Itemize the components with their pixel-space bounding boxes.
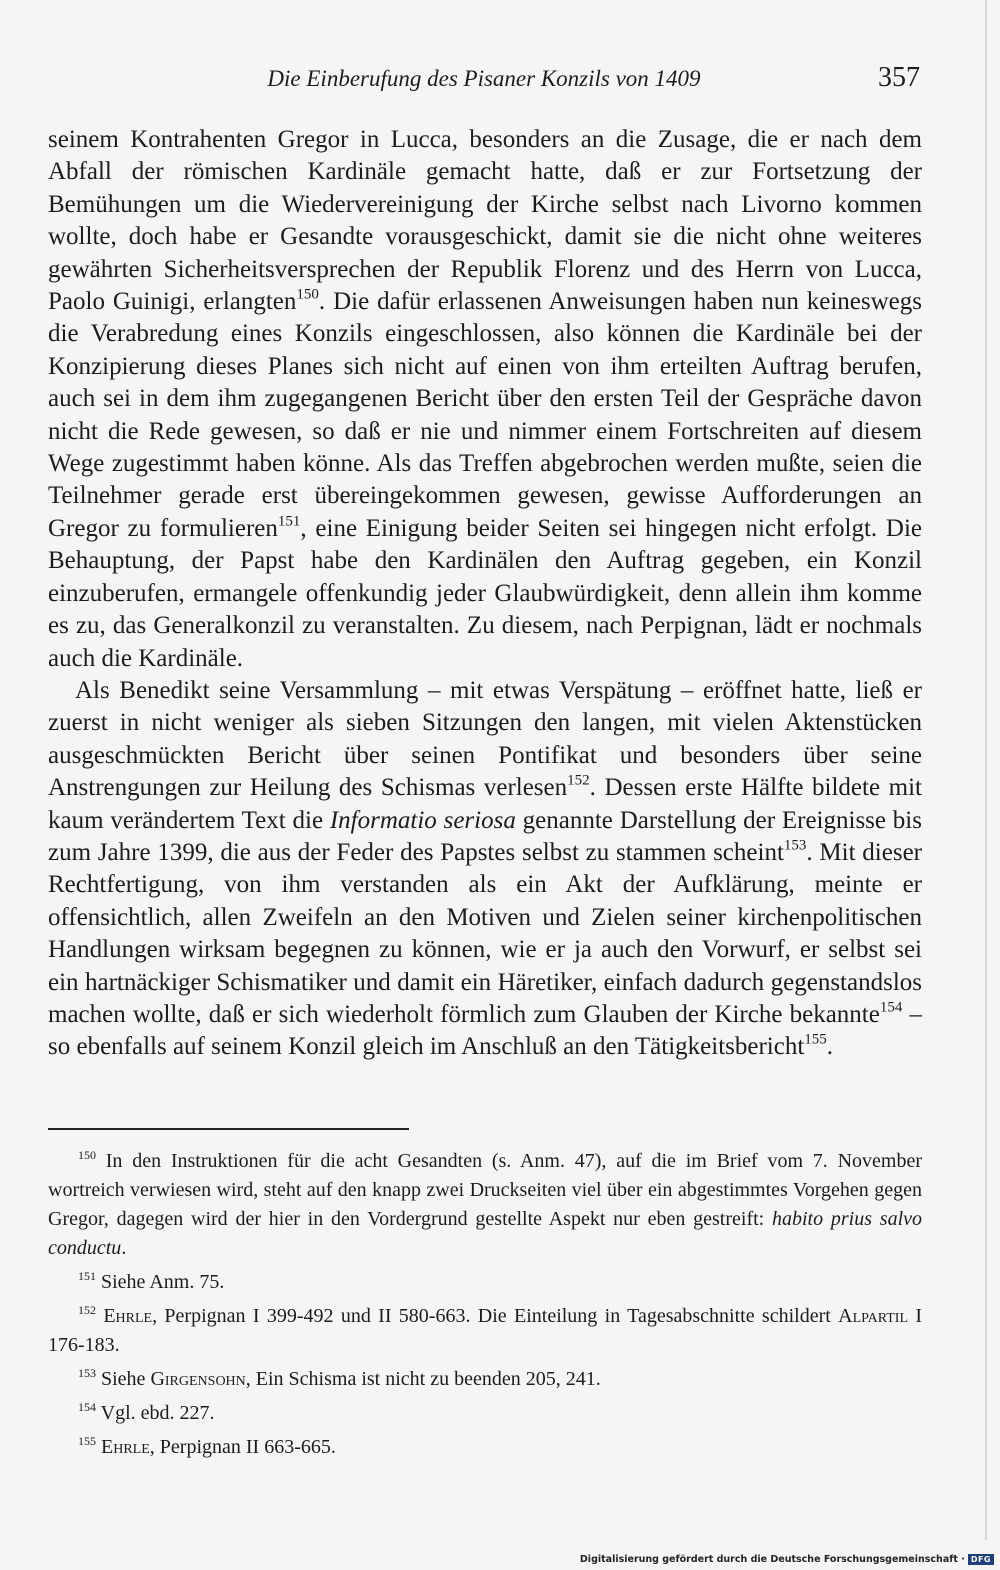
- footnote-text: Vgl. ebd. 227.: [96, 1402, 215, 1424]
- footnote-153: $^{153}$ Siehe Girgensohn, Ein Schisma ist nicht zu beenden 205, 241.: [78, 1365, 601, 1390]
- footnote-150: $^{150}$ In den Instruktionen für die acht Gesandten (s. Anm. 47), auf die im Brief vom 7. November wortreich verwiesen wird, steht auf den knapp zwei Druckseiten viel über ein abgestimmtes Vorgehen gegen Gregor, dagegen wird der hier in den Vordergrund gestellte Aspekt nur eben gestreift: habito prius salvo conductu.: [48, 1147, 923, 1259]
- funding-banner: [580, 1551, 994, 1567]
- text-span: . Dessen erste Hälfte bildete mit kaum verändertem Text die: [48, 774, 922, 834]
- author-name: Girgensohn: [150, 1368, 246, 1390]
- footnote-end: .: [121, 1237, 127, 1259]
- footnote-ref-150[interactable]: 150: [296, 286, 319, 303]
- footnote-155: $^{155}$ Ehrle, Perpignan II 663-665.: [78, 1433, 336, 1458]
- footnote-text: , Perpignan I 399-492 und II 580-663. Die Einteilung in Tagesabschnitte schildert: [152, 1305, 839, 1327]
- footnote-text: In den Instruktionen für die acht Gesandten (s. Anm. 47), auf die im Brief vom 7. November wortreich verwiesen wird, steht auf den knapp zwei Druckseiten viel über ein abgestimmtes Vorgehen gegen Gregor, dagegen wird der hier in den Vordergrund gestellte Aspekt nur eben gestreift:: [48, 1150, 922, 1230]
- main-text: [48, 124, 922, 1064]
- footnote-ref-153[interactable]: 153: [783, 837, 807, 854]
- text-span: . Mit dieser Rechtfertigung, von ihm verstanden als ein Akt der Aufklärung, meinte er offensichtlich, allen Zweifeln an den Motiven und Zielen seiner kirchenpolitischen Handlungen wirksam begegnen zu können, wie er ja auch den Vorwurf, er selbst sei ein hartnäckiger Schismatiker und damit ein Häretiker, einfach dadurch gegenstandslos machen wollte, daß er sich wiederholt förmlich zum Glauben der Kirche bekannte: [48, 838, 922, 1028]
- text-span: .: [826, 1033, 834, 1061]
- footnotes: [48, 1147, 922, 1467]
- running-header: [48, 62, 920, 98]
- text-span: – so ebenfalls auf seinem Konzil gleich im Anschluß an den Tätigkeitsbericht: [48, 1000, 922, 1061]
- text-span: , eine Einigung beider Seiten sei hingegen nicht erfolgt. Die Behauptung, der Papst habe den Kardinälen den Auftrag gegeben, ein Konzil einzuberufen, ermangele offenkundig jeder Glaubwürdigkeit, denn allein ihm komme es zu, das Generalkonzil zu veranstalten. Zu diesem, nach Perpignan, lädt er nochmals auch die Kardinäle.: [48, 514, 923, 672]
- footnote-text: Siehe: [96, 1368, 151, 1390]
- footnote-ref-154[interactable]: 154: [879, 999, 903, 1016]
- footnote-154: $^{154}$ Vgl. ebd. 227.: [78, 1399, 215, 1424]
- paragraph-1: [48, 124, 922, 675]
- footnote-151: $^{151}$ Siehe Anm. 75.: [78, 1268, 225, 1293]
- text-span: seinem Kontrahenten Gregor in Lucca, besonders an die Zusage, die er nach dem Abfall der römischen Kardinäle gemacht hatte, daß er zur Fortsetzung der Bemühungen um die Wiedervereinigung der Kirche selbst nach Livorno kommen wollte, doch habe er Gesandte vorausgeschickt, damit sie die nicht ohne weiteres gewährten Sicherheitsversprechen der Republik Florenz und des Herrn von Lucca, Paolo Guinigi, erlangten: [48, 126, 922, 316]
- author-name: Ehrle: [101, 1436, 150, 1458]
- footnote-text: , Perpignan II 663-665.: [149, 1436, 336, 1458]
- author-name: Ehrle: [103, 1305, 153, 1327]
- page-edge-line: [985, 0, 987, 1540]
- text-span: Als Benedikt seine Versammlung – mit etwas Verspätung – eröffnet hatte, ließ er zuerst in nicht weniger als sieben Sitzungen den langen, mit vielen Aktenstücken ausgeschmückten Bericht über seinen Pontifikat und besonders über seine Anstrengungen zur Heilung des Schismas verlesen: [48, 676, 922, 802]
- footnote-text: Siehe Anm. 75.: [96, 1271, 225, 1293]
- footnote-text: , Ein Schisma ist nicht zu beenden 205, 241.: [245, 1368, 601, 1390]
- italic-title: Informatio seriosa: [329, 806, 516, 834]
- dfg-logo: DFG: [968, 1554, 994, 1565]
- page-number: 357: [878, 62, 920, 93]
- footnote-ref-155[interactable]: 155: [804, 1031, 827, 1048]
- footnote-ref-152[interactable]: 152: [567, 772, 590, 789]
- footnote-separator: [48, 1128, 409, 1130]
- funding-note: Digitalisierung gefördert durch die Deutsche Forschungsgemeinschaft ·: [579, 1553, 965, 1565]
- footnote-ref-151[interactable]: 151: [277, 513, 301, 530]
- author-name: Alpartil: [838, 1305, 908, 1327]
- text-span: genannte Darstellung der Ereignisse bis zum Jahre 1399, die aus der Feder des Papstes selbst zu stammen scheint: [48, 806, 922, 866]
- text-span: . Die dafür erlassenen Anweisungen haben nun keineswegs die Verabredung eines Konzils eingeschlossen, also können die Kardinäle bei der Konzipierung dieses Planes sich nicht auf einen von ihm erteilten Auftrag berufen, auch sei in dem ihm zugegangenen Bericht über den ersten Teil der Gespräche davon nicht die Rede gewesen, so daß er nie und nimmer einem Fortschreiten auf diesem Wege zugestimmt haben könne. Als das Treffen abgebrochen werden mußte, seien die Teilnehmer gerade erst übereingekommen gewesen, gewisse Aufforderungen an Gregor zu formulieren: [48, 288, 922, 542]
- footnote-text: I 176-183.: [48, 1305, 922, 1356]
- footnote-152: $^{152}$ Ehrle, Perpignan I 399-492 und II 580-663. Die Einteilung in Tagesabschnitte schildert Alpartil I 176-183.: [48, 1302, 922, 1356]
- footnote-italic: habito prius salvo conductu: [48, 1208, 923, 1259]
- running-title: Die Einberufung des Pisaner Konzils von 1409: [267, 66, 701, 91]
- paragraph-2: [48, 675, 922, 1064]
